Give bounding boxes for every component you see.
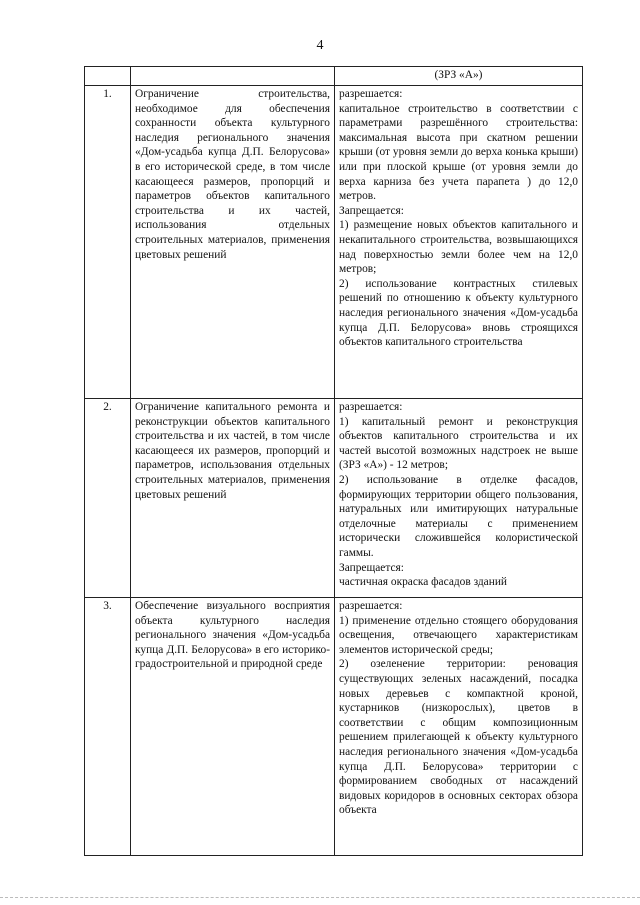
row-number: 1. (85, 86, 131, 399)
table-row (85, 598, 583, 856)
rule-paragraph: капитальное строительство в соответствии с параметрами разрешённого строительства: максимальная высота при скатном решении крыши (от уровня земли до верха конька крыши) или при плоской крыше (от уровня земли до верха карниза без учета парапета ) до 12,0 метров. (339, 102, 578, 203)
rule-paragraph: 1) капитальный ремонт и реконструкция объектов капитального строительства и их частей высотой возможных надстроек не выше (ЗРЗ «А») - 12 метров; (339, 415, 578, 472)
table-row (85, 86, 583, 399)
header-zone-cell: (ЗРЗ «А») (335, 67, 583, 86)
rule-paragraph: 1) размещение новых объектов капитального и некапитального строительства, возвышающихся над поверхностью земли более чем на 12,0 метров; (339, 219, 578, 276)
rule-paragraph: 2) использование контрастных стилевых решений по отношению к объекту культурного наследия регионального значения «Дом-усадьба купца Д.П. Белорусова» вновь строящихся объектов капитального строительства (339, 277, 578, 349)
restriction-rules (335, 399, 583, 598)
table-header-row (85, 67, 583, 86)
rule-paragraph: 1) применение отдельно стоящего оборудования освещения, отвечающего характеристикам элементов исторической среды; (339, 614, 578, 656)
restriction-name: Ограничение строительства, необходимое для обеспечения сохранности объекта культурного наследия регионального значения «Дом-усадьба купца Д.П. Белорусова» в его исторической среде, в том числе касающееся размеров, пропорций и параметров объектов капитального строительства и их частей, использования отдельных строительных материалов, применения цветовых решений (131, 86, 335, 399)
rule-paragraph: Запрещается: (339, 204, 404, 217)
rule-paragraph: 2) использование в отделке фасадов, формирующих территории общего пользования, натуральных или имитирующих натуральные отделочные материалы с применением исторически сложившейся колористической гаммы. (339, 473, 578, 559)
rule-paragraph: частичная окраска фасадов зданий (339, 576, 508, 589)
header-name-cell (131, 67, 335, 86)
header-num-cell (85, 67, 131, 86)
restriction-rules (335, 86, 583, 399)
restriction-name: Ограничение капитального ремонта и реконструкции объектов капитального строительства и их частей, в том числе касающееся их размеров, пропорций и параметров, использования отдельных строительных материалов, применения цветовых решений (131, 399, 335, 598)
rule-paragraph: Запрещается: (339, 561, 404, 574)
scan-edge-line (0, 897, 640, 898)
row-number: 2. (85, 399, 131, 598)
rule-paragraph: разрешается: (339, 600, 403, 612)
table-row (85, 399, 583, 598)
regulations-table (84, 66, 583, 856)
rule-paragraph: разрешается: (339, 401, 403, 413)
page-number: 4 (316, 38, 324, 53)
rule-paragraph: разрешается: (339, 88, 403, 100)
restriction-rules (335, 598, 583, 856)
rule-paragraph: 2) озеленение территории: реновация существующих зеленых насаждений, посадка новых деревьев с компактной кроной, кустарников (низкорослых), цветов в соответствии с общим композиционным решением прилегающей к объекту культурного наследия регионального значения «Дом-усадьба купца Д.П. Белорусова» территории с формированием свободных от насаждений видовых коридоров в основных секторах обзора объекта (339, 658, 578, 817)
restriction-name: Обеспечение визуального восприятия объекта культурного наследия регионального значения «Дом-усадьба купца Д.П. Белорусова» в его историко-градостроительной и природной среде (131, 598, 335, 856)
row-number: 3. (85, 598, 131, 856)
